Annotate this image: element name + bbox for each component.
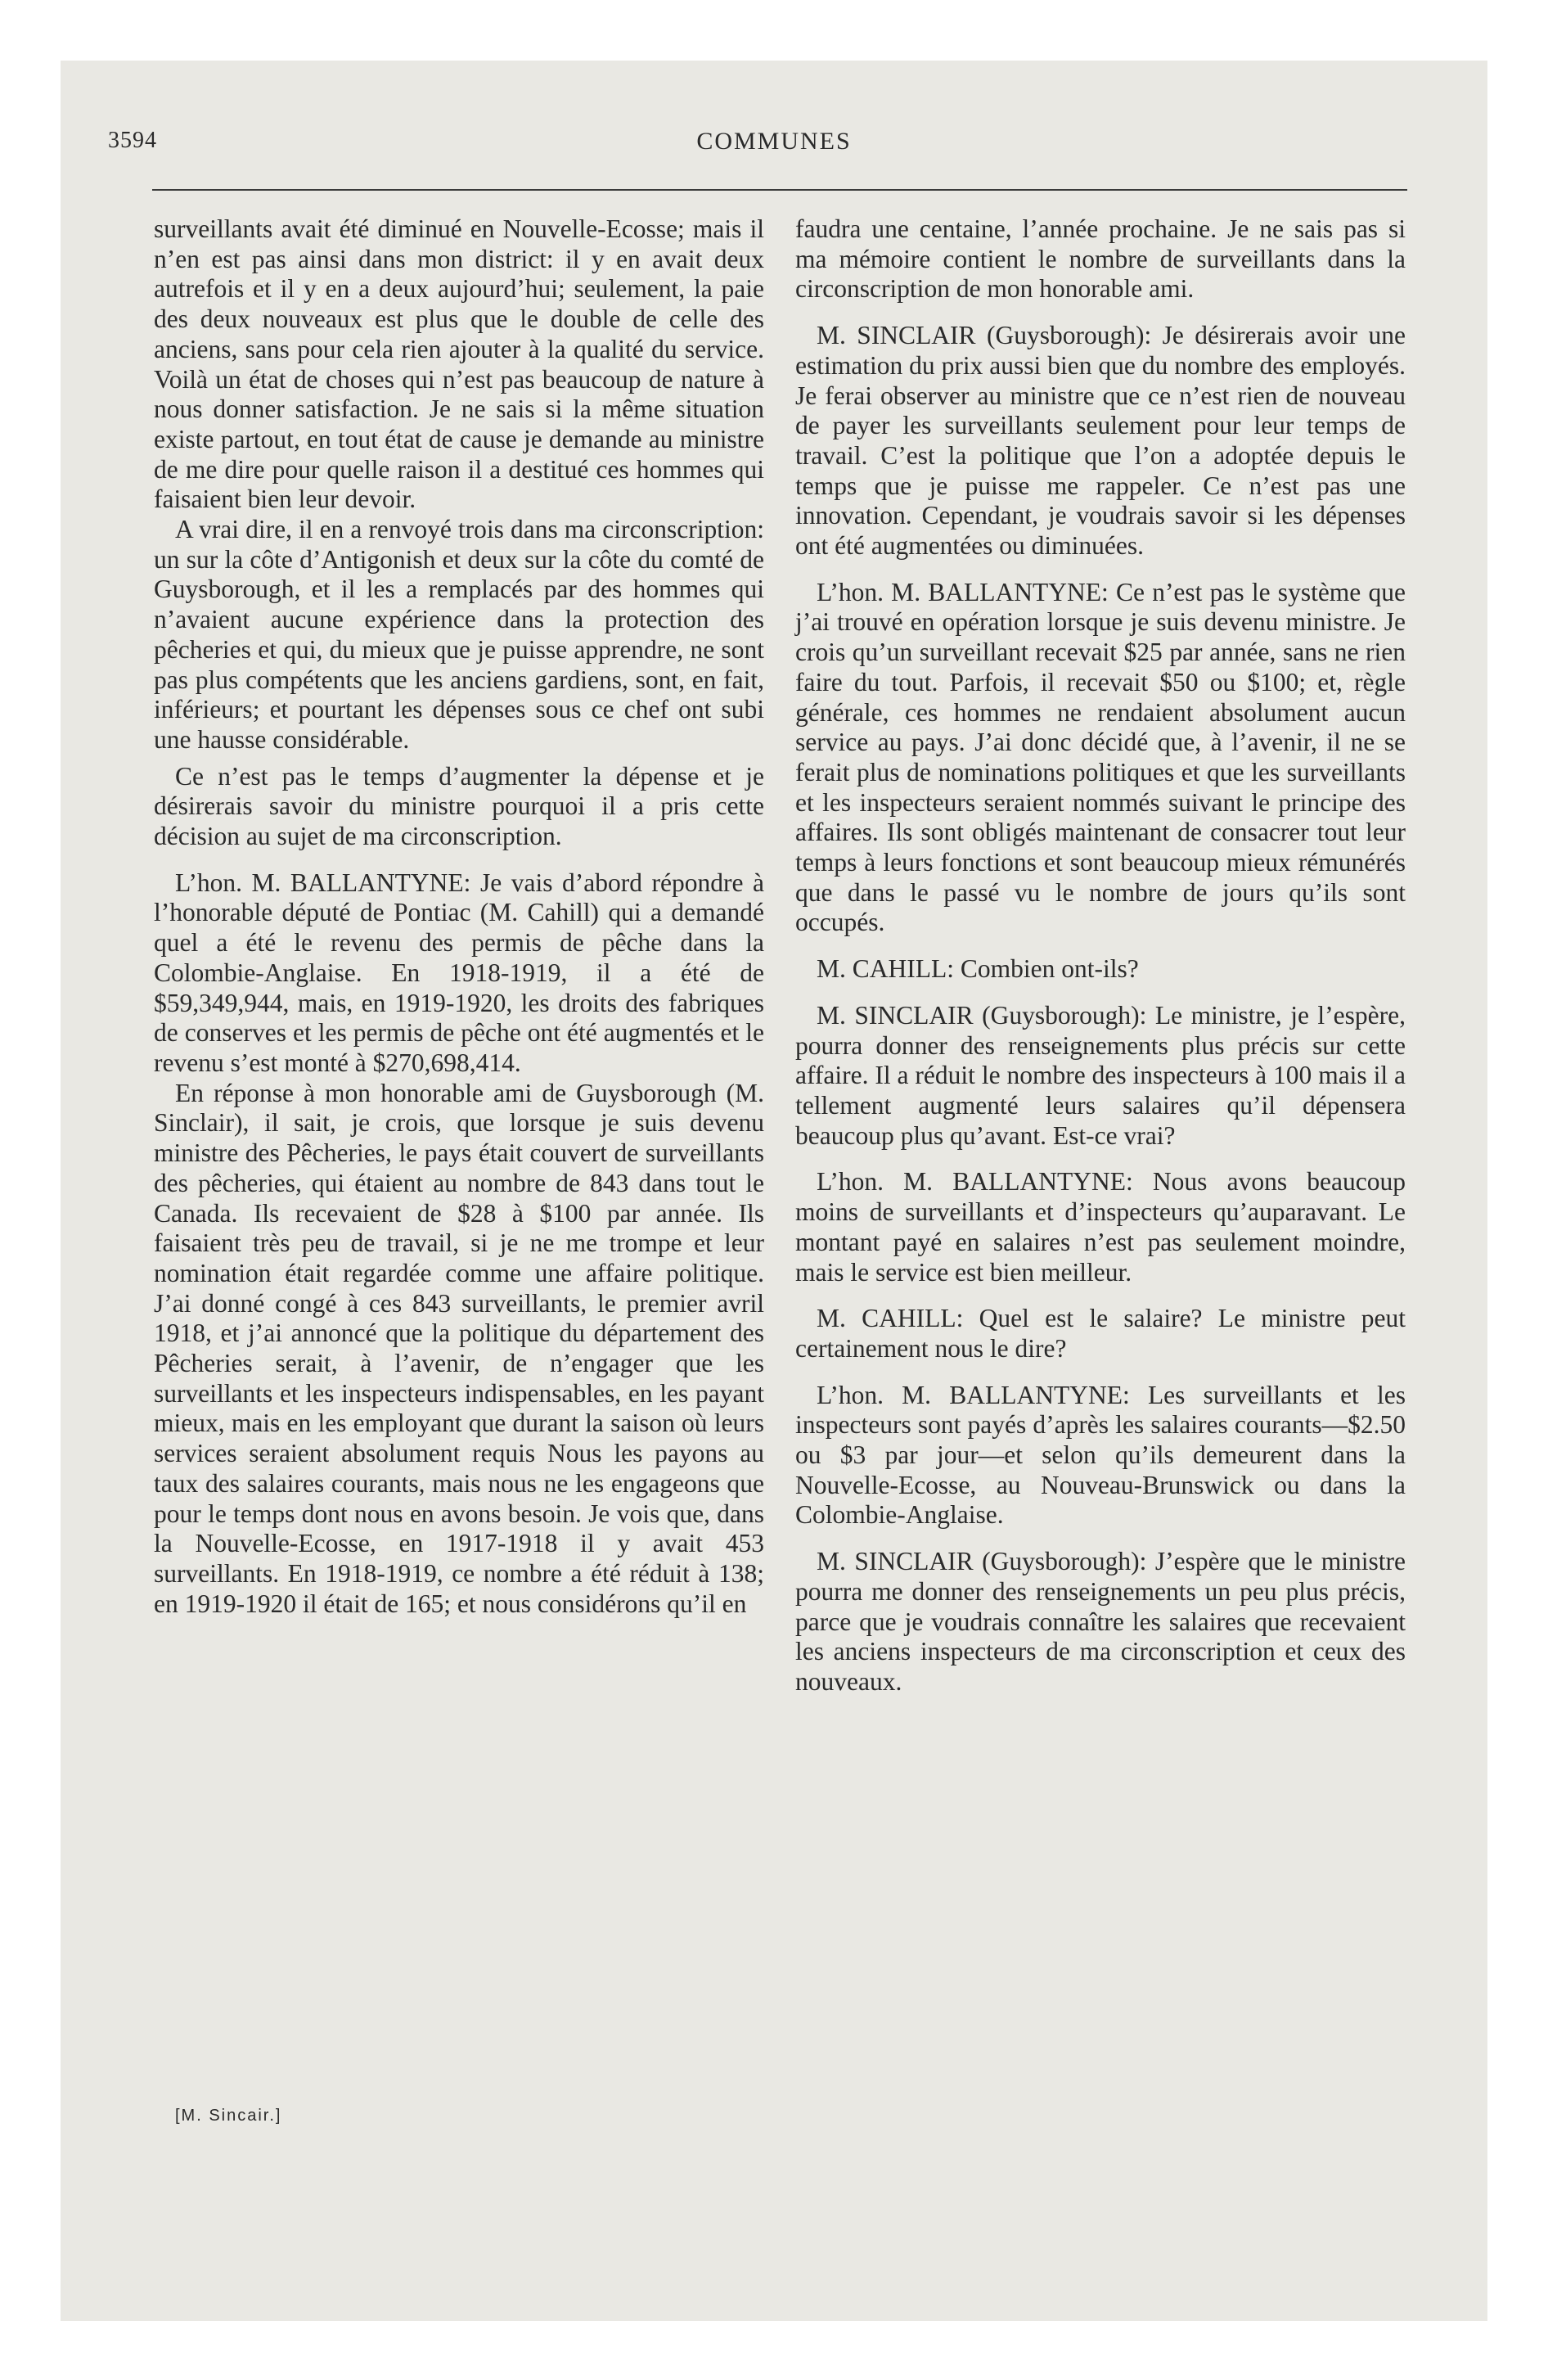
paragraph: M. SINCLAIR (Guysborough): J’espère que le ministre pourra me donner des renseignements un peu plus précis, parce que je voudrais connaître les salaires que recevaient les anciens inspecteurs de ma circonscription et ceux des nouveaux. [795, 1547, 1406, 1696]
paragraph: M. SINCLAIR (Guysborough): Le ministre, je l’espère, pourra donner des renseignements plus précis sur cette affaire. Il a réduit le nombre des inspecteurs à 100 mais il a tellement augmenté leurs salaires qu’il dépensera beaucoup plus qu’avant. Est-ce vrai? [795, 1000, 1406, 1150]
paragraph: M. CAHILL: Combien ont-ils? [817, 954, 1139, 984]
paragraph: Ce n’est pas le temps d’augmenter la dépense et je désirerais savoir du ministre pourquoi il a pris cette décision au sujet de ma circonscription. [154, 761, 764, 851]
right-column [795, 214, 1406, 1697]
header-rule [152, 189, 1407, 191]
paragraph: M. SINCLAIR (Guysborough): Je désirerais avoir une estimation du prix aussi bien que du nombre des employés. Je ferai observer au ministre que ce n’est rien de nouveau de payer les surveillants seulement pour leur temps de travail. C’est la politique que l’on a adoptée depuis le temps que je puisse me rappeler. Ce n’est pas une innovation. Cependant, je voudrais savoir si les dépenses ont été augmentées ou diminuées. [795, 321, 1406, 561]
paragraph: L’hon. M. BALLANTYNE: Nous avons beaucoup moins de surveillants et d’inspecteurs qu’auparavant. Le montant payé en salaires n’est pas seulement moindre, mais le service est bien meilleur. [795, 1167, 1406, 1287]
paragraph: faudra une centaine, l’année prochaine. Je ne sais pas si ma mémoire contient le nombre de surveillants dans la circonscription de mon honorable ami. [795, 214, 1406, 304]
page-number: 3594 [108, 128, 157, 153]
paragraph: A vrai dire, il en a renvoyé trois dans ma circonscription: un sur la côte d’Antigonish et deux sur la côte du comté de Guysborough, et il les a remplacés par des hommes qui n’avaient aucune expérience dans la protection des pêcheries et qui, du mieux que je puisse apprendre, ne sont pas plus compétents que les anciens gardiens, sont, en fait, inférieurs; et pourtant les dépenses sous ce chef ont subi une hausse considérable. [154, 515, 764, 754]
speaker-tag: [M. Sincair.] [175, 2107, 282, 2125]
paragraph: L’hon. M. BALLANTYNE: Je vais d’abord répondre à l’honorable député de Pontiac (M. Cahill) qui a demandé quel a été le revenu des permis de pêche dans la Colombie-Anglaise. En 1918-1919, il a été de $59,349,944, mais, en 1919-1920, les droits des fabriques de conserves et les permis de pêche ont été augmentés et le revenu s’est monté à $270,698,414. [154, 868, 764, 1077]
running-head: COMMUNES [696, 128, 852, 155]
paragraph: L’hon. M. BALLANTYNE: Les surveillants et les inspecteurs sont payés d’après les salaires courants—$2.50 ou $3 par jour—et selon qu’ils demeurent dans la Nouvelle-Ecosse, au Nouveau-Brunswick ou dans la Colombie-Anglaise. [795, 1380, 1406, 1530]
paragraph: En réponse à mon honorable ami de Guysborough (M. Sinclair), il sait, je crois, que lorsque je suis devenu ministre des Pêcheries, le pays était couvert de surveillants des pêcheries, qui étaient au nombre de 843 dans tout le Canada. Ils recevaient de $28 à $100 par année. Ils faisaient très peu de travail, si je ne me trompe et leur nomination était regardée comme une affaire politique. J’ai donné congé à ces 843 surveillants, le premier avril 1918, et j’ai annoncé que la politique du département des Pêcheries serait, à l’avenir, de n’engager que les surveillants et les inspecteurs indispensables, en les payant mieux, mais en les employant que durant la saison où leurs services seraient absolument requis Nous les payons au taux des salaires courants, mais nous ne les engageons que pour le temps dont nous en avons besoin. Je vois que, dans la Nouvelle-Ecosse, en 1917-1918 il y avait 453 surveillants. En 1918-1919, ce nombre a été réduit à 138; en 1919-1920 il était de 165; et nous considérons qu’il en [154, 1078, 764, 1618]
left-column [154, 214, 764, 1619]
paragraph: surveillants avait été diminué en Nouvelle-Ecosse; mais il n’en est pas ainsi dans mon district: il y en avait deux autrefois et il y en a deux aujourd’hui; seulement, la paie des deux nouveaux est plus que le double de celle des anciens, sans pour cela rien ajouter à la qualité du service. Voilà un état de choses qui n’est pas beaucoup de nature à nous donner satisfaction. Je ne sais si la même situation existe partout, en tout état de cause je demande au ministre de me dire pour quelle raison il a destitué ces hommes qui faisaient bien leur devoir. [154, 214, 764, 514]
paragraph: M. CAHILL: Quel est le salaire? Le ministre peut certainement nous le dire? [795, 1304, 1406, 1363]
paragraph: L’hon. M. BALLANTYNE: Ce n’est pas le système que j’ai trouvé en opération lorsque je suis devenu ministre. Je crois qu’un surveillant recevait $25 par année, sans ne rien faire du tout. Parfois, il recevait $50 ou $100; et, règle générale, ces hommes ne rendaient absolument aucun service au pays. J’ai donc décidé que, à l’avenir, il ne se ferait plus de nominations politiques et que les surveillants et les inspecteurs seraient nommés suivant le principe des affaires. Ils sont obligés maintenant de consacrer tout leur temps à leurs fonctions et sont beaucoup mieux rémunérés que dans le passé vu le nombre de jours qu’ils sont occupés. [795, 577, 1406, 937]
